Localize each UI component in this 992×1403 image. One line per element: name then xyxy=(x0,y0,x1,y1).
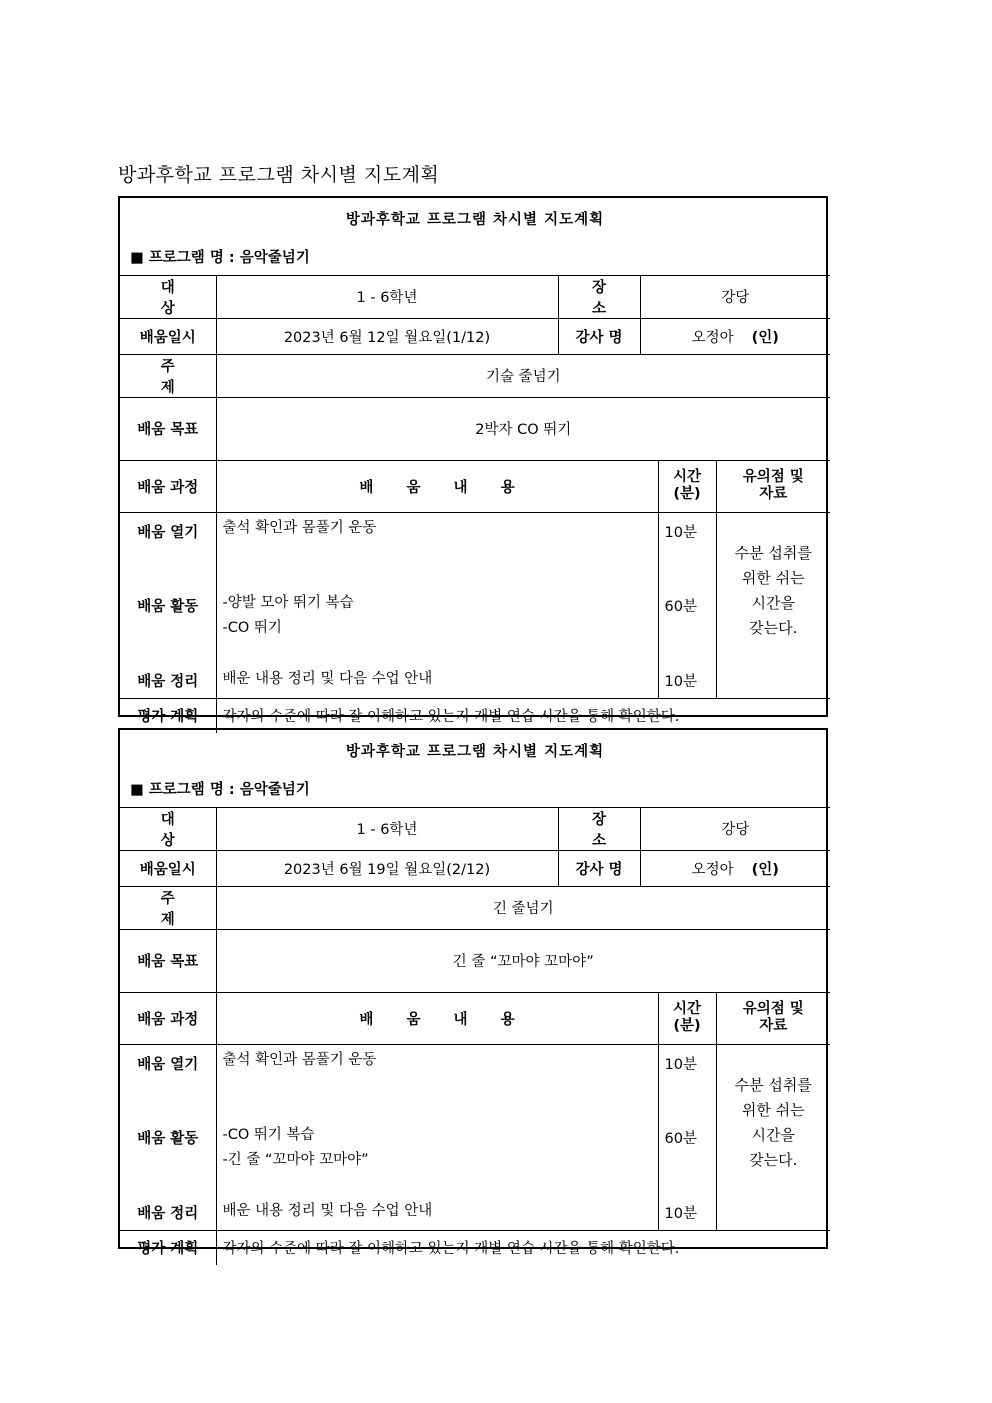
close-time: 10분 xyxy=(664,1205,697,1222)
eval-value: 각자의 수준에 따라 잘 이해하고 있는지 개별 연습 시간을 통해 확인한다. xyxy=(216,698,830,733)
time-header xyxy=(658,992,716,1044)
teacher-cell xyxy=(640,318,830,354)
eval-label: 평가 계획 xyxy=(120,698,216,733)
note-line-3: 시간을 xyxy=(751,1125,795,1144)
time-header-line: 시간 xyxy=(672,469,701,485)
notes-cell xyxy=(716,1044,830,1230)
activity-label: 배움 활동 xyxy=(137,1130,199,1147)
goal-label: 배움 목표 xyxy=(120,397,216,460)
time-header xyxy=(658,460,716,512)
date-value: 2023년 6월 19일 월요일(2/12) xyxy=(216,850,558,886)
note-line-4: 갖는다. xyxy=(749,1150,798,1169)
open-label: 배움 열기 xyxy=(137,1056,199,1073)
date-value: 2023년 6월 12일 월요일(1/12) xyxy=(216,318,558,354)
close-label: 배움 정리 xyxy=(137,673,199,690)
place-label: 장 소 xyxy=(558,807,640,850)
date-label: 배움일시 xyxy=(120,318,216,354)
activity-time: 60분 xyxy=(664,1130,697,1147)
plan-title: 방과후학교 프로그램 차시별 지도계획 xyxy=(345,210,605,228)
goal-label: 배움 목표 xyxy=(120,929,216,992)
notes-header-sub: 자료 xyxy=(759,1018,788,1034)
process-time-cell xyxy=(658,512,716,698)
target-label: 대 상 xyxy=(120,807,216,850)
process-content-cell xyxy=(216,512,658,698)
program-name: ■ 프로그램 명 : 음악줄넘기 xyxy=(120,770,830,807)
teacher-value: 오정아 xyxy=(691,861,734,878)
process-label: 배움 과정 xyxy=(120,992,216,1044)
teacher-value: 오정아 xyxy=(691,329,734,346)
plan-title: 방과후학교 프로그램 차시별 지도계획 xyxy=(345,742,605,760)
content-header: 배 움 내 용 xyxy=(216,992,658,1044)
teacher-label: 강사 명 xyxy=(558,318,640,354)
notes-header xyxy=(716,992,830,1044)
goal-value: 긴 줄 “꼬마야 꼬마야” xyxy=(216,929,830,992)
process-labels-cell xyxy=(120,512,216,698)
activity-line-1: -CO 뛰기 복습 xyxy=(222,1126,315,1143)
note-line-2: 위한 쉬는 xyxy=(741,568,805,587)
lesson-plan-2 xyxy=(118,728,828,1258)
note-line-3: 시간을 xyxy=(751,593,795,612)
topic-value: 기술 줄넘기 xyxy=(216,354,830,397)
note-line-1: 수분 섭취를 xyxy=(734,543,812,562)
open-content: 출석 확인과 몸풀기 운동 xyxy=(222,519,377,536)
activity-line-1: -양발 모아 뛰기 복습 xyxy=(222,594,354,611)
open-label: 배움 열기 xyxy=(137,524,199,541)
close-time: 10분 xyxy=(664,673,697,690)
teacher-stamp: (인) xyxy=(751,861,779,878)
lesson-plan-1 xyxy=(118,196,828,726)
notes-cell xyxy=(716,512,830,698)
target-label: 대 상 xyxy=(120,275,216,318)
place-value: 강당 xyxy=(640,807,830,850)
open-time: 10분 xyxy=(664,1056,697,1073)
document-heading: 방과후학교 프로그램 차시별 지도계획 xyxy=(118,164,440,186)
activity-line-2: -CO 뛰기 xyxy=(222,619,282,636)
place-value: 강당 xyxy=(640,275,830,318)
teacher-stamp: (인) xyxy=(751,329,779,346)
open-content: 출석 확인과 몸풀기 운동 xyxy=(222,1051,377,1068)
notes-header xyxy=(716,460,830,512)
goal-value: 2박자 CO 뛰기 xyxy=(216,397,830,460)
close-content: 배운 내용 정리 및 다음 수업 안내 xyxy=(222,670,433,687)
topic-label: 주 제 xyxy=(120,886,216,929)
topic-label: 주 제 xyxy=(120,354,216,397)
eval-label: 평가 계획 xyxy=(120,1230,216,1265)
program-name: ■ 프로그램 명 : 음악줄넘기 xyxy=(120,238,830,275)
target-value: 1 - 6학년 xyxy=(216,275,558,318)
notes-header-line: 유의점 및 xyxy=(742,469,804,485)
activity-line-2: -긴 줄 “꼬마야 꼬마야” xyxy=(222,1151,369,1168)
time-header-line: 시간 xyxy=(672,1001,701,1017)
activity-time: 60분 xyxy=(664,598,697,615)
process-labels-cell xyxy=(120,1044,216,1230)
process-content-cell xyxy=(216,1044,658,1230)
activity-label: 배움 활동 xyxy=(137,598,199,615)
eval-value: 각자의 수준에 따라 잘 이해하고 있는지 개별 연습 시간을 통해 확인한다. xyxy=(216,1230,830,1265)
teacher-label: 강사 명 xyxy=(558,850,640,886)
topic-value: 긴 줄넘기 xyxy=(216,886,830,929)
content-header: 배 움 내 용 xyxy=(216,460,658,512)
place-label: 장 소 xyxy=(558,275,640,318)
target-value: 1 - 6학년 xyxy=(216,807,558,850)
open-time: 10분 xyxy=(664,524,697,541)
close-content: 배운 내용 정리 및 다음 수업 안내 xyxy=(222,1202,433,1219)
time-header-unit: (분) xyxy=(673,486,701,502)
notes-header-sub: 자료 xyxy=(759,486,788,502)
lesson-plan-table xyxy=(120,730,830,1265)
process-label: 배움 과정 xyxy=(120,460,216,512)
date-label: 배움일시 xyxy=(120,850,216,886)
note-line-2: 위한 쉬는 xyxy=(741,1100,805,1119)
close-label: 배움 정리 xyxy=(137,1205,199,1222)
lesson-plan-table xyxy=(120,198,830,733)
note-line-1: 수분 섭취를 xyxy=(734,1075,812,1094)
process-time-cell xyxy=(658,1044,716,1230)
teacher-cell xyxy=(640,850,830,886)
note-line-4: 갖는다. xyxy=(749,618,798,637)
time-header-unit: (분) xyxy=(673,1018,701,1034)
notes-header-line: 유의점 및 xyxy=(742,1001,804,1017)
